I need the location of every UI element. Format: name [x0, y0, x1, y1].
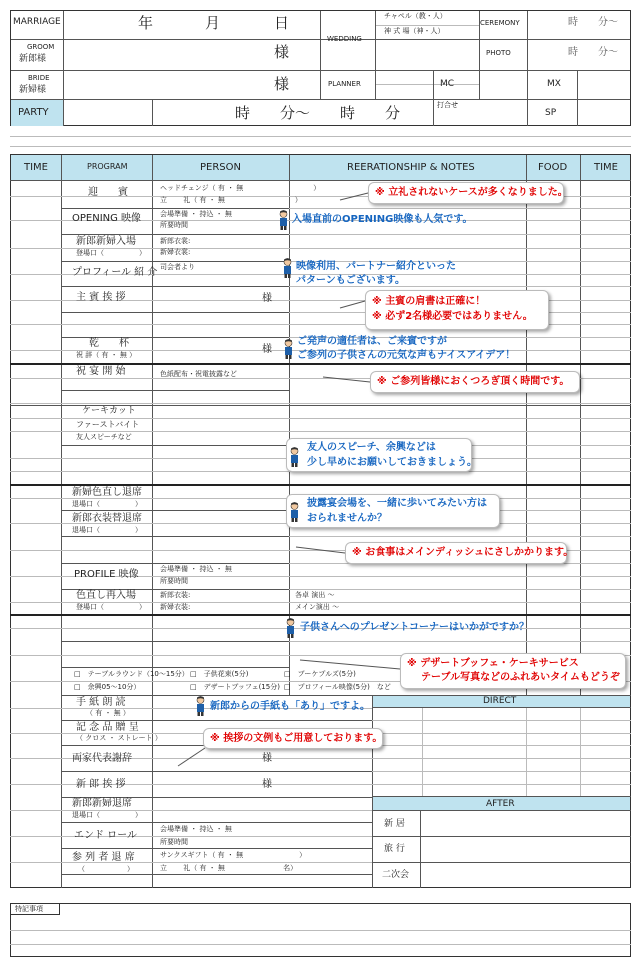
col-program: PROGRAM	[87, 162, 128, 171]
after-travel: 旅 行	[384, 844, 405, 854]
prog-entrance-door-1: 登場口（ ）	[76, 249, 146, 257]
prog-exit-door-2: （ ）	[78, 865, 134, 873]
prog-required-time-1: 所要時間	[160, 221, 188, 229]
prog-standing-2: 立 礼（ 有 ・ 無 名）	[160, 864, 298, 872]
photo-label: PHOTO	[486, 49, 511, 57]
prog-guest-speech: 主 賓 挨 拶	[76, 292, 126, 303]
prog-sama-1: 様	[262, 293, 272, 304]
date-day: 日	[274, 14, 290, 32]
prog-required-time-2: 所要時間	[160, 577, 188, 585]
note-11a: ※ デザートブッフェ・ケーキサービス	[407, 658, 579, 669]
opt-table-round[interactable]: □ テーブルラウンド（10～15分）	[74, 670, 189, 678]
ceremony-label: CEREMONY	[480, 19, 520, 27]
prog-letter: 手 紙 朗 読	[76, 697, 126, 708]
person-icon	[285, 618, 296, 638]
note-7b: 少し早めにお願いしておきましょう。	[307, 457, 477, 468]
prog-groom-greeting: 新 郎 挨 拶	[76, 779, 126, 790]
prog-welcome: 迎 賓	[88, 187, 128, 198]
after-new-home: 新 居	[384, 819, 405, 829]
prog-groom-leave: 新郎衣装替退席	[72, 513, 142, 524]
prog-thanks-gift: サンクスギフト（ 有 ・ 無 ）	[160, 851, 307, 859]
prog-reentrance: 色直し再入場	[76, 590, 136, 601]
prog-exit-door: 退場口（ ）	[72, 811, 142, 819]
prog-parents-thanks: 両家代表謝辞	[72, 753, 132, 764]
ceremony-time[interactable]: 時 分～	[568, 17, 618, 28]
prog-couple-exit: 新郎新婦退席	[72, 798, 132, 809]
note-bubble-11	[400, 653, 626, 689]
party-time[interactable]: 時 分～ 時 分	[235, 104, 401, 122]
prog-venue-prep-1: 会場準備 ・ 持込 ・ 無	[160, 210, 232, 218]
groom-label-en: GROOM	[27, 43, 55, 51]
prog-opening: OPENING 映像	[72, 213, 142, 224]
col-food: FOOD	[538, 162, 568, 173]
groom-label-jp: 新郎様	[19, 54, 47, 64]
shrine-label: 神 式 場（神・人）	[384, 27, 445, 35]
prog-standing: 立 礼（ 有 ・ 無 ）	[160, 196, 302, 204]
note-bubble-9	[345, 542, 574, 564]
person-icon	[283, 339, 294, 359]
bride-label-en: BRIDE	[28, 74, 50, 82]
note-3b: パターンもございます。	[296, 275, 405, 286]
prog-sama-2: 様	[262, 344, 272, 355]
after-title: AFTER	[486, 799, 515, 809]
mx-label: MX	[547, 79, 561, 89]
planner-label: PLANNER	[328, 80, 361, 88]
prog-effect-1: 各卓 演出 ～	[295, 591, 335, 599]
prog-gift: 記 念 品 贈 呈	[76, 722, 139, 733]
note-13: ※ 挨拶の文例もご用意しております。	[210, 733, 383, 744]
prog-leave-door-1: 退場口（ ）	[72, 500, 142, 508]
note-4a: ※ 主賓の肩書は正確に！	[372, 296, 486, 307]
col-time-2: TIME	[594, 162, 619, 173]
date-month: 月	[205, 14, 221, 32]
opt-entertainment[interactable]: □ 余興05～10分）	[74, 683, 141, 691]
col-person: PERSON	[200, 162, 241, 173]
prog-groom-attire-2: 新郎衣装:	[160, 591, 191, 599]
bride-label-jp: 新婦様	[19, 85, 47, 95]
person-icon	[278, 210, 289, 230]
note-bubble-1	[368, 182, 568, 204]
prog-required-time-3: 所要時間	[160, 838, 188, 846]
opt-kids-flowers[interactable]: □ 子供花束(5分)	[190, 670, 249, 678]
prog-groom-attire-1: 新郎衣裳:	[160, 237, 191, 245]
note-bubble-6	[370, 371, 580, 393]
note-5b: ご参列の子供さんの元気な声もナイスアイデア！	[297, 350, 516, 361]
note-5a: ご発声の適任者は、ご来賓ですが	[297, 336, 447, 347]
person-icon	[195, 696, 206, 716]
prog-end-roll: エンド ロール	[74, 830, 137, 841]
note-bubble-8	[286, 494, 500, 528]
note-4b: ※ 必ず2名様必要ではありません。	[372, 311, 533, 322]
note-8a: 披露宴会場を、一緒に歩いてみたい方は	[307, 498, 487, 509]
prog-profile-video: PROFILE 映像	[74, 569, 139, 580]
marriage-label: MARRIAGE	[13, 17, 61, 27]
opt-bouquet[interactable]: □ ブーケプルズ(5分)	[284, 670, 356, 678]
prog-entrance: 新郎新婦入場	[76, 236, 136, 247]
prog-profile-intro: プロフィール 紹 介	[72, 267, 158, 278]
prog-sama-3: 様	[262, 753, 272, 764]
prog-cake-cut: ケーキカット	[82, 406, 136, 416]
person-icon	[289, 502, 300, 522]
opt-profile-video[interactable]: □ プロフィール映像(5分) など	[284, 683, 391, 691]
prog-mc-said: 司会者より	[160, 263, 195, 271]
wedding-label: WEDDING	[327, 35, 362, 43]
prog-feast-start: 祝 宴 開 始	[76, 366, 126, 377]
note-11b: テーブル写真などのふれあいタイムもどうぞ	[421, 672, 620, 683]
person-icon	[282, 258, 293, 278]
prog-letter-sub: （ 有 ・ 無 ）	[86, 709, 130, 717]
direct-title: DIRECT	[483, 696, 517, 706]
prog-leave-door-2: 退場口（ ）	[72, 526, 142, 534]
prog-bride-attire-1: 新婦衣裳:	[160, 248, 191, 256]
party-label: PARTY	[18, 107, 49, 118]
prog-toast-sub: 祝 辞（ 有 ・ 無 ）	[76, 351, 137, 359]
prog-telegram: 色紙配布・祝電披露など	[160, 370, 237, 378]
col-time: TIME	[24, 162, 49, 173]
note-bubble-13	[203, 728, 383, 749]
note-2: 入場直前のOPENING映像も人気です。	[292, 214, 473, 225]
prog-gift-sub: （ クロス ・ ストレート ）	[76, 734, 162, 742]
groom-sama[interactable]: 様	[274, 43, 290, 61]
prog-friend-speech: 友人スピーチなど	[76, 433, 132, 441]
note-12: 新郎からの手紙も「あり」ですよ。	[210, 701, 370, 712]
note-1: ※ 立礼されないケースが多くなりました。	[375, 187, 568, 198]
prog-entrance-door-2: 登場口（ ）	[76, 603, 146, 611]
prog-effect-2: メイン演出 ～	[295, 603, 340, 611]
special-notes-label: 特記事項	[15, 905, 43, 913]
bride-sama[interactable]: 様	[274, 75, 290, 93]
mc-label: MC	[440, 79, 455, 89]
note-9: ※ お食事はメインディッシュにさしかかります。	[352, 547, 574, 558]
sp-label: SP	[545, 108, 557, 118]
meeting-label: 打合せ	[437, 101, 458, 109]
note-7a: 友人のスピーチ、余興などは	[307, 442, 436, 453]
note-6: ※ ご参列皆様におくつろぎ頂く時間です。	[377, 376, 570, 387]
after-second-party: 二次会	[382, 870, 410, 880]
prog-hair-change: ヘッドチェンジ（ 有 ・ 無 ）	[160, 184, 321, 192]
person-icon	[289, 447, 300, 467]
prog-toast: 乾 杯	[89, 338, 129, 349]
chapel-label: チャペル（教・人）	[384, 12, 447, 20]
prog-attendee-exit: 参 列 者 退 席	[72, 852, 135, 863]
prog-first-bite: ファーストバイト	[76, 420, 140, 429]
note-8b: おられませんか？	[307, 513, 387, 524]
prog-venue-prep-2: 会場準備 ・ 持込 ・ 無	[160, 565, 232, 573]
prog-bride-attire-2: 新婦衣装:	[160, 603, 191, 611]
prog-sama-4: 様	[262, 779, 272, 790]
date-year: 年	[138, 14, 154, 32]
note-bubble-7	[286, 438, 477, 472]
col-notes: REERATIONSHIP & NOTES	[347, 162, 475, 173]
prog-venue-prep-3: 会場準備 ・ 持込 ・ 無	[160, 825, 232, 833]
photo-time[interactable]: 時 分～	[568, 47, 618, 58]
note-10: 子供さんへのプレゼントコーナーはいかがですか？	[300, 622, 529, 633]
note-bubble-4	[365, 290, 549, 330]
prog-bride-leave: 新婦色直し退席	[72, 487, 142, 498]
opt-dessert[interactable]: □ デザートブッフェ(15分)	[190, 683, 280, 691]
note-3a: 映像利用、パートナー紹介といった	[296, 261, 456, 272]
